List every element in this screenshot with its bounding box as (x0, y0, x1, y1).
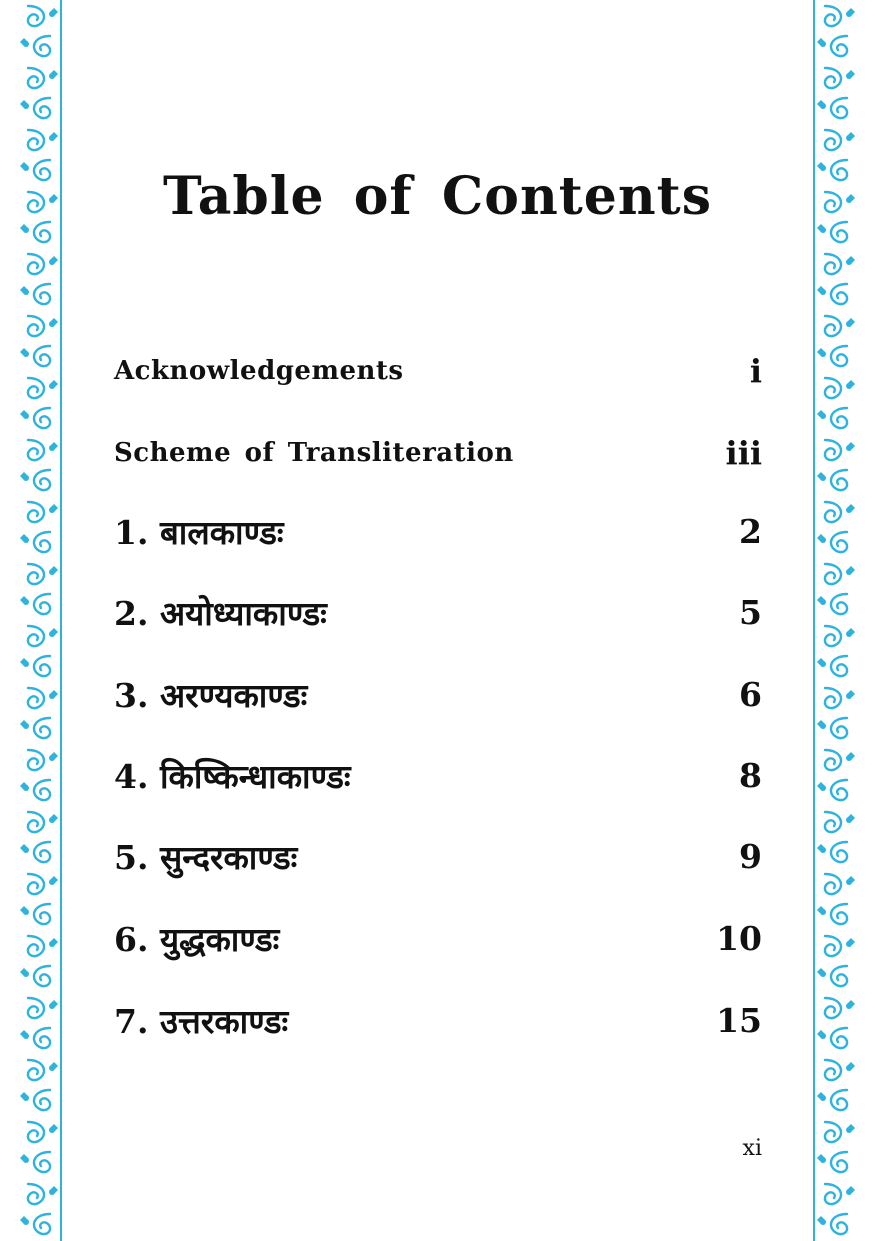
toc-entry-yuddhakanda[interactable] (114, 913, 762, 963)
toc-entry-label: 3. अरण्यकाण्डः (114, 675, 308, 715)
page-title: Table of Contents (163, 166, 712, 227)
toc-entry-page-number: 8 (739, 755, 762, 795)
toc-entry-page-number: i (749, 352, 762, 390)
toc-entry-scheme-of-transliteration[interactable] (114, 428, 762, 478)
toc-entry-label: 5. सुन्दरकाण्डः (114, 837, 298, 877)
toc-entry-label: 2. अयोध्याकाण्डः (114, 593, 327, 633)
toc-entry-label: Scheme of Transliteration (114, 438, 514, 468)
toc-entry-sundarakanda[interactable] (114, 831, 762, 881)
toc-entry-label: 1. बालकाण्डः (114, 512, 284, 552)
toc-entry-page-number: 9 (739, 836, 762, 876)
toc-entry-page-number: 2 (739, 511, 762, 551)
toc-entry-balakanda[interactable] (114, 506, 762, 556)
toc-entry-aranyakanda[interactable] (114, 669, 762, 719)
toc-entry-acknowledgements[interactable] (114, 346, 762, 396)
toc-entry-label: 6. युद्धकाण्डः (114, 919, 280, 959)
toc-entry-page-number: 6 (739, 674, 762, 714)
toc-entry-kishkindhakanda[interactable] (114, 750, 762, 800)
toc-entry-page-number: 15 (716, 1000, 762, 1040)
toc-entry-uttarakanda[interactable] (114, 995, 762, 1045)
page-folio-number: xi (742, 1136, 762, 1161)
toc-entry-page-number: 5 (739, 592, 762, 632)
toc-entry-ayodhyakanda[interactable] (114, 587, 762, 637)
toc-entry-page-number: 10 (716, 918, 762, 958)
toc-entry-label: Acknowledgements (114, 356, 404, 386)
toc-entry-label: 7. उत्तरकाण्डः (114, 1001, 289, 1041)
toc-entry-label: 4. किष्किन्धाकाण्डः (114, 756, 351, 796)
toc-entry-page-number: iii (725, 434, 762, 472)
